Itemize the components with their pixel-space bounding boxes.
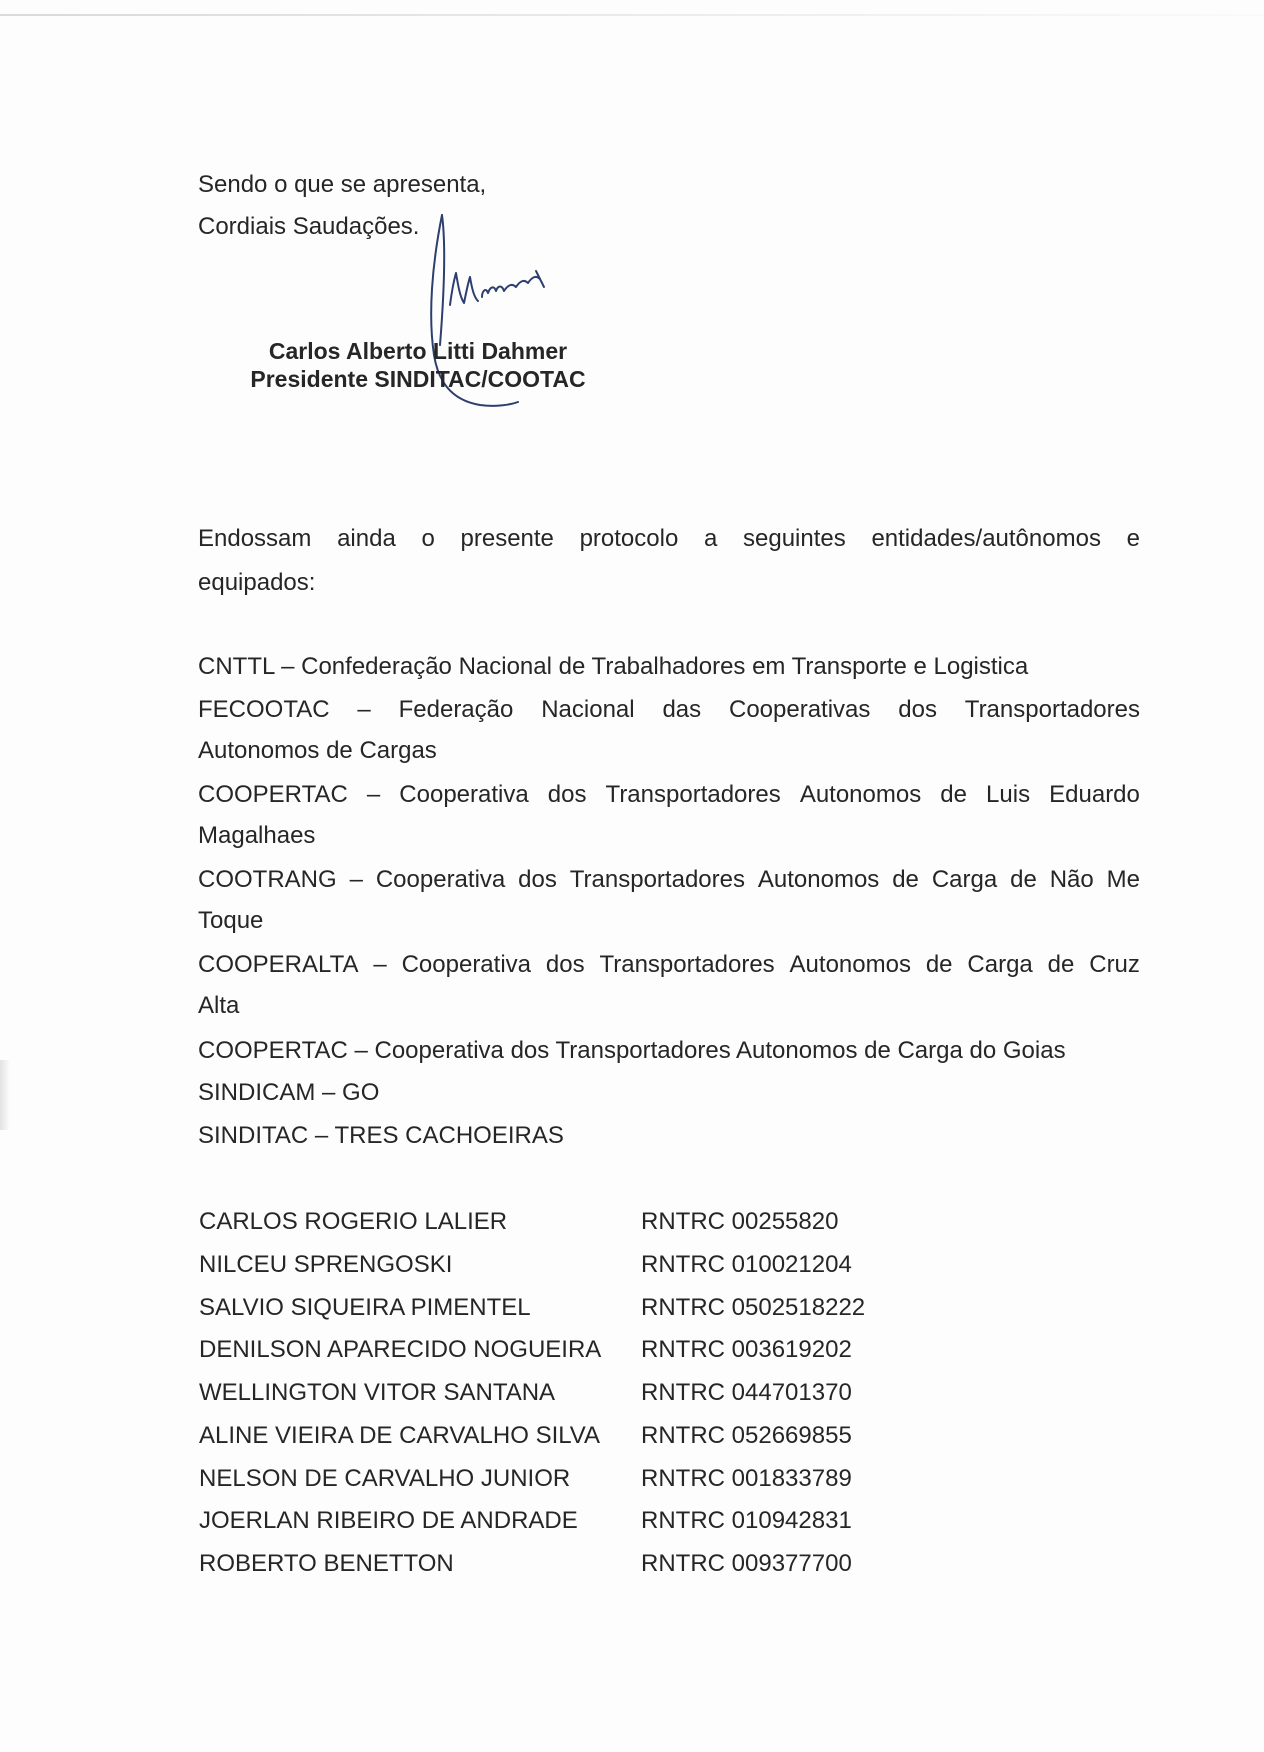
person-name: NILCEU SPRENGOSKI	[199, 1251, 453, 1278]
entity-word: Luis	[986, 781, 1031, 808]
scan-edge-shadow	[0, 1060, 10, 1130]
entity-sinditac-tres-cachoeiras: SINDITAC – TRES CACHOEIRAS	[198, 1122, 564, 1149]
entity-word: dos	[547, 781, 587, 808]
entity-cnttl: CNTTL – Confederação Nacional de Trabalhadores em Transporte e Logistica	[198, 653, 1029, 680]
entity-word: de	[925, 951, 953, 978]
entity-word: Cruz	[1089, 951, 1140, 978]
intro-word: entidades/autônomos	[871, 525, 1101, 552]
entity-word: Carga	[931, 866, 998, 893]
intro-word: protocolo	[579, 525, 679, 552]
person-rntrc: RNTRC 00255820	[641, 1208, 839, 1235]
entity-word: Autonomos	[799, 781, 922, 808]
entity-word: –	[349, 866, 363, 893]
entity-coopertac-lem-continuation: Magalhaes	[198, 822, 316, 849]
person-rntrc: RNTRC 003619202	[641, 1336, 852, 1363]
entity-coopertac-lem	[198, 780, 1140, 810]
entity-fecootac-continuation: Autonomos de Cargas	[198, 737, 437, 764]
entity-word: dos	[518, 866, 557, 893]
entity-coopertac-goias: COOPERTAC – Cooperativa dos Transportadores Autonomos de Carga do Goias	[198, 1037, 1066, 1064]
person-name: SALVIO SIQUEIRA PIMENTEL	[199, 1294, 531, 1321]
entity-word: Cooperativa	[401, 951, 532, 978]
person-rntrc: RNTRC 0502518222	[641, 1294, 866, 1321]
entity-word: Cooperativas	[728, 696, 871, 723]
entity-cooperalta-continuation: Alta	[198, 992, 240, 1019]
entity-word: de	[940, 781, 967, 808]
intro-word: e	[1126, 525, 1140, 552]
entity-word: Transportadores	[605, 781, 781, 808]
intro-word: presente	[460, 525, 554, 552]
endorsement-intro	[198, 524, 1140, 554]
entity-word: Transportadores	[599, 951, 775, 978]
entity-cooperalta	[198, 950, 1140, 980]
entity-word: Autonomos	[757, 866, 880, 893]
person-rntrc: RNTRC 010021204	[641, 1251, 852, 1278]
entity-word: COOTRANG	[198, 866, 337, 893]
intro-word: a	[703, 525, 718, 552]
entity-word: COOPERTAC	[198, 781, 348, 808]
entity-word: COOPERALTA	[198, 951, 359, 978]
entity-word: das	[662, 696, 702, 723]
closing-line-1: Sendo o que se apresenta,	[198, 171, 487, 198]
entity-word: Cooperativa	[399, 781, 529, 808]
person-name: CARLOS ROGERIO LALIER	[199, 1208, 508, 1235]
closing-line-2: Cordiais Saudações.	[198, 213, 420, 240]
entity-word: Não	[1049, 866, 1094, 893]
entity-word: Federação	[398, 696, 514, 723]
intro-word: o	[421, 525, 435, 552]
person-name: NELSON DE CARVALHO JUNIOR	[199, 1465, 571, 1492]
person-rntrc: RNTRC 001833789	[641, 1465, 852, 1492]
entity-word: dos	[898, 696, 937, 723]
person-name: JOERLAN RIBEIRO DE ANDRADE	[199, 1507, 578, 1534]
entity-word: de	[892, 866, 919, 893]
person-name: DENILSON APARECIDO NOGUEIRA	[199, 1336, 602, 1363]
entity-word: Eduardo	[1049, 781, 1140, 808]
entity-word: Nacional	[541, 696, 635, 723]
entity-cootrang-continuation: Toque	[198, 907, 264, 934]
scan-edge-line	[0, 14, 1264, 16]
entity-word: Carga	[967, 951, 1033, 978]
entity-sindicam-go: SINDICAM – GO	[198, 1079, 380, 1106]
entity-word: Transportadores	[964, 696, 1140, 723]
person-rntrc: RNTRC 044701370	[641, 1379, 852, 1406]
person-name: WELLINGTON VITOR SANTANA	[199, 1379, 556, 1406]
person-name: ROBERTO BENETTON	[199, 1550, 454, 1577]
intro-word: ainda	[337, 525, 396, 552]
entity-word: de	[1010, 866, 1037, 893]
intro-word: seguintes	[743, 525, 846, 552]
endorsement-intro-continuation: equipados:	[198, 569, 316, 596]
entity-fecootac	[198, 695, 1140, 725]
entity-word: Autonomos	[789, 951, 911, 978]
entity-word: –	[373, 951, 387, 978]
entity-cootrang	[198, 865, 1140, 895]
intro-word: Endossam	[198, 525, 312, 552]
entity-word: –	[357, 696, 371, 723]
person-rntrc: RNTRC 052669855	[641, 1422, 852, 1449]
signatory-name: Carlos Alberto Litti Dahmer	[268, 338, 568, 364]
entity-word: de	[1047, 951, 1075, 978]
entity-word: dos	[545, 951, 585, 978]
person-name: ALINE VIEIRA DE CARVALHO SILVA	[199, 1422, 601, 1449]
person-rntrc: RNTRC 010942831	[641, 1507, 852, 1534]
signatory-role: Presidente SINDITAC/COOTAC	[250, 366, 586, 392]
entity-word: Cooperativa	[375, 866, 506, 893]
entity-word: –	[366, 781, 381, 808]
entity-word: Me	[1106, 866, 1140, 893]
entity-word: Transportadores	[569, 866, 745, 893]
entity-word: FECOOTAC	[198, 696, 330, 723]
person-rntrc: RNTRC 009377700	[641, 1550, 852, 1577]
